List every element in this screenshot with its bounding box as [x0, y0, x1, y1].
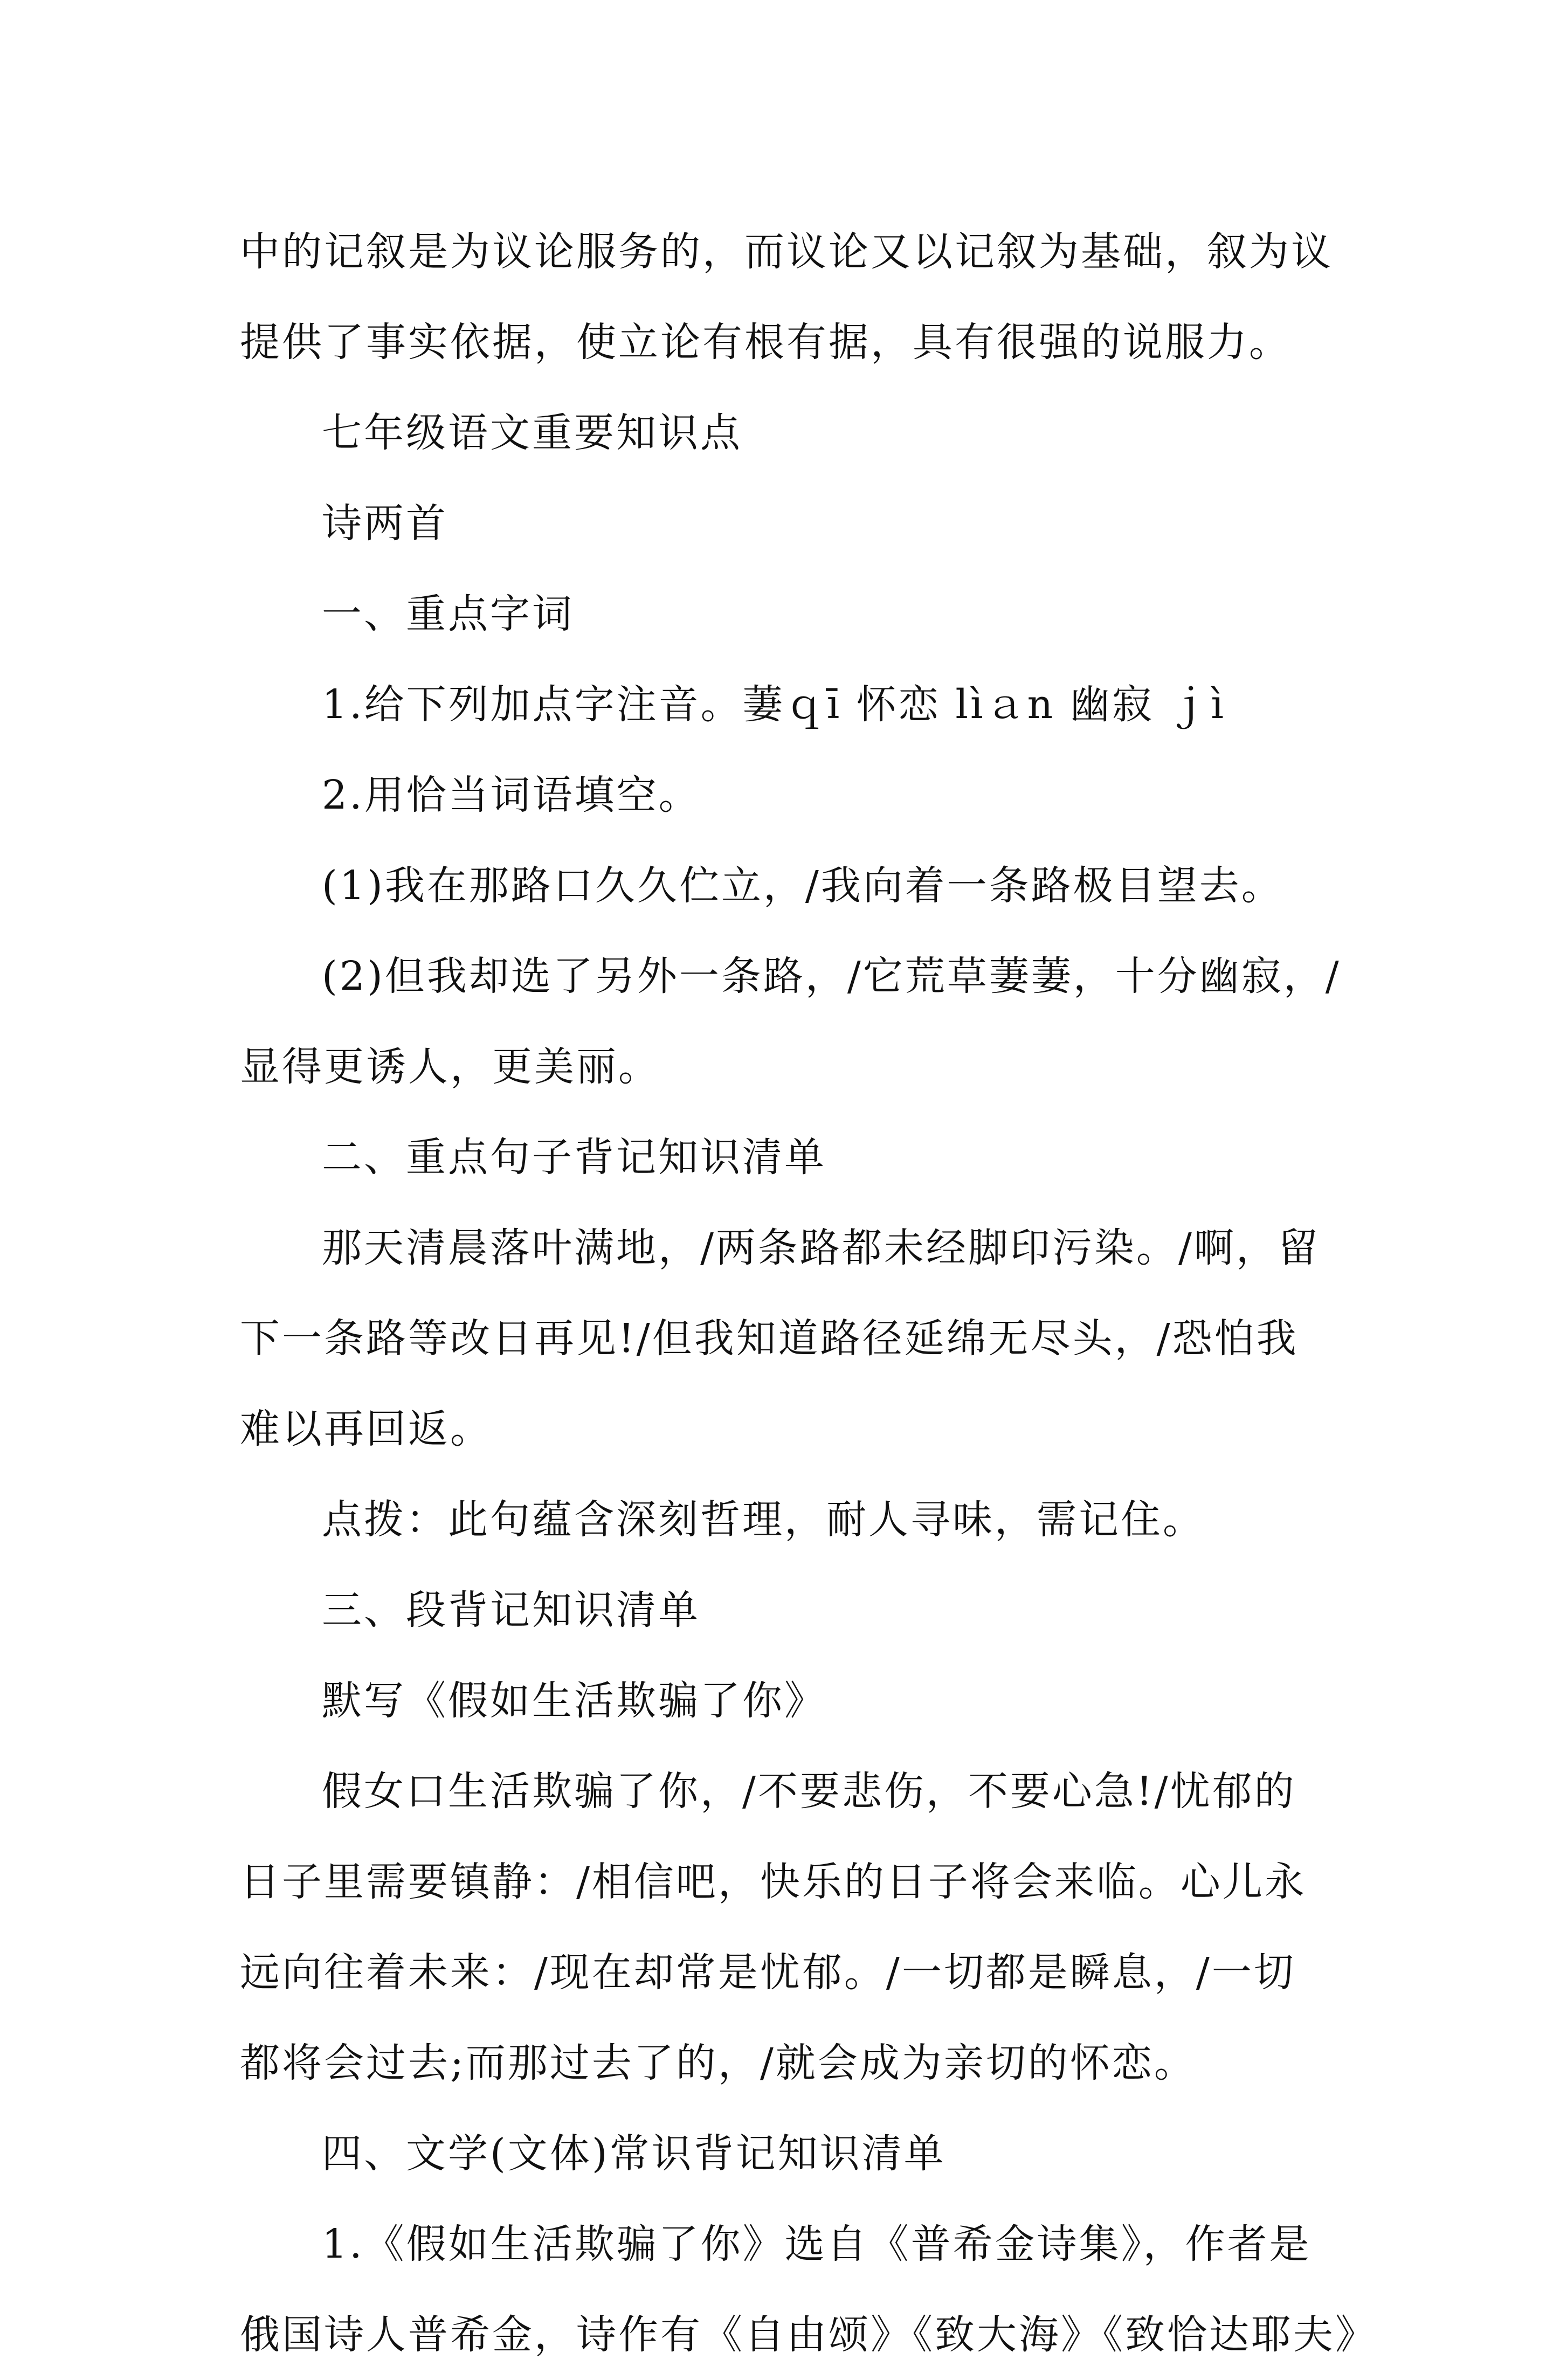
section-title: 七年级语文重要知识点	[322, 410, 742, 456]
document-page	[240, 206, 1377, 2380]
text-line-20: 远向往着未来：/现在却常是忧郁。/一切都是瞬息，/一切	[240, 1949, 1296, 1996]
lesson-title: 诗两首	[322, 500, 448, 547]
heading-paragraph: 三、段背记知识清单	[322, 1587, 700, 1633]
text-line-13: 下一条路等改日再见!/但我知道路径延绵无尽头，/恐怕我	[240, 1315, 1299, 1362]
heading-literature: 四、文学(文体)常识背记知识清单	[322, 2130, 946, 2177]
heading-key-sentences: 二、重点句子背记知识清单	[322, 1134, 826, 1181]
text-line-21: 都将会过去;而那过去了的，/就会成为亲切的怀恋。	[240, 2040, 1196, 2086]
text-line-2: 提供了事实依据，使立论有根有据，具有很强的说服力。	[240, 319, 1291, 365]
text-line-12: 那天清晨落叶满地，/两条路都未经脚印污染。/啊，留	[322, 1225, 1320, 1271]
text-line-8: (1)我在那路口久久伫立，/我向着一条路极目望去。	[322, 863, 1283, 909]
text-line-10: 显得更诱人，更美丽。	[240, 1044, 660, 1090]
text-line-23: 1.《假如生活欺骗了你》选自《普希金诗集》，作者是	[322, 2221, 1311, 2267]
text-line-17: 默写《假如生活欺骗了你》	[322, 1678, 826, 1724]
text-line-18: 假女口生活欺骗了你，/不要悲伤，不要心急!/忧郁的	[322, 1768, 1296, 1815]
heading-key-words: 一、重点字词	[322, 591, 574, 637]
text-line-14: 难以再回返。	[240, 1406, 492, 1452]
text-line-24: 俄国诗人普希金，诗作有《自由颂》《致大海》《致恰达耶夫》	[240, 2312, 1377, 2358]
text-line-15: 点拨：此句蕴含深刻哲理，耐人寻味，需记住。	[322, 1496, 1205, 1543]
text-line-9: (2)但我却选了另外一条路，/它荒草萋萋，十分幽寂，/	[322, 953, 1341, 999]
text-line-1: 中的记叙是为议论服务的，而议论又以记叙为基础，叙为议	[240, 229, 1333, 275]
text-line-7: 2.用恰当词语填空。	[322, 772, 701, 818]
text-line-6: 1.给下列加点字注音。萋ｑī 怀恋 lìａn 幽寂 ｊì	[322, 681, 1226, 728]
text-line-19: 日子里需要镇静：/相信吧，快乐的日子将会来临。心儿永	[240, 1859, 1307, 1905]
